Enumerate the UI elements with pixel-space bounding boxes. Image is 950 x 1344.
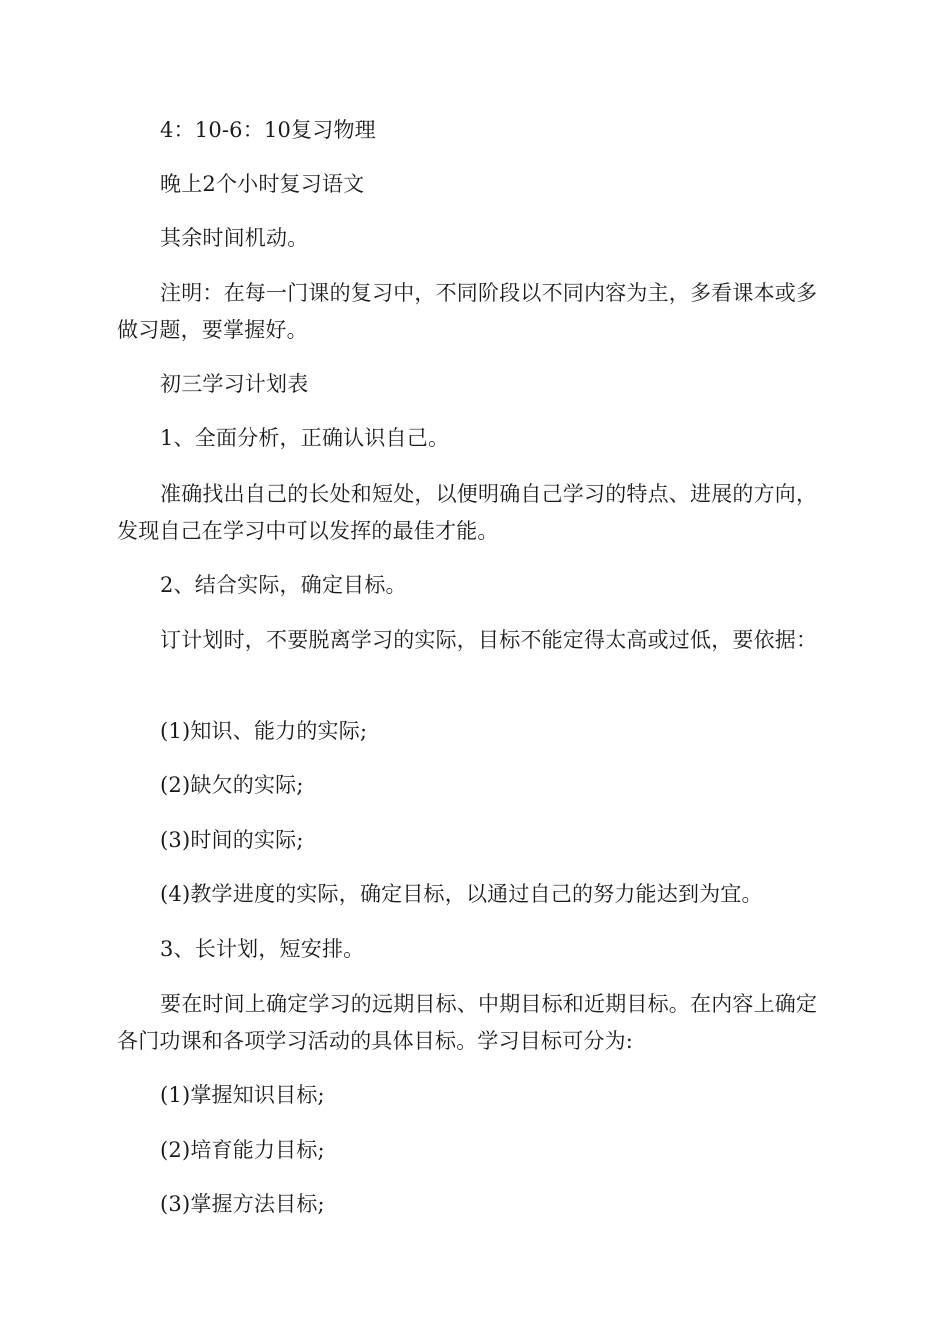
- list-item-goal-2: (2)培育能力目标;: [160, 1138, 325, 1162]
- heading-point-1: 1、全面分析，正确认识自己。: [160, 426, 450, 450]
- list-item-basis-3: (3)时间的实际;: [160, 828, 304, 852]
- paragraph-physics-schedule: 4：10-6：10复习物理: [160, 118, 376, 142]
- list-item-goal-1: (1)掌握知识目标;: [160, 1083, 325, 1107]
- section-title-study-plan: 初三学习计划表: [160, 372, 309, 396]
- list-item-goal-3: (3)掌握方法目标;: [160, 1192, 325, 1216]
- list-item-basis-1: (1)知识、能力的实际;: [160, 719, 368, 743]
- paragraph-planning-basis: 订计划时，不要脱离学习的实际，目标不能定得太高或过低，要依据：: [160, 628, 818, 652]
- heading-point-3: 3、长计划，短安排。: [160, 937, 365, 961]
- paragraph-free-time: 其余时间机动。: [160, 226, 309, 250]
- paragraph-chinese-schedule: 晚上2个小时复习语文: [160, 172, 365, 196]
- list-item-basis-2: (2)缺欠的实际;: [160, 773, 304, 797]
- list-item-basis-4: (4)教学进度的实际，确定目标，以通过自己的努力能达到为宜。: [160, 882, 763, 906]
- paragraph-goal-timeline: 要在时间上确定学习的远期目标、中期目标和近期目标。在内容上确定各门功课和各项学习活动的具体目标。学习目标可分为:: [117, 992, 818, 1053]
- heading-point-2: 2、结合实际，确定目标。: [160, 573, 407, 597]
- paragraph-self-analysis: 准确找出自己的长处和短处，以便明确自己学习的特点、进展的方向，发现自己在学习中可以发挥的最佳才能。: [117, 482, 818, 543]
- paragraph-note: 注明：在每一门课的复习中，不同阶段以不同内容为主，多看课本或多做习题，要掌握好。: [117, 281, 818, 342]
